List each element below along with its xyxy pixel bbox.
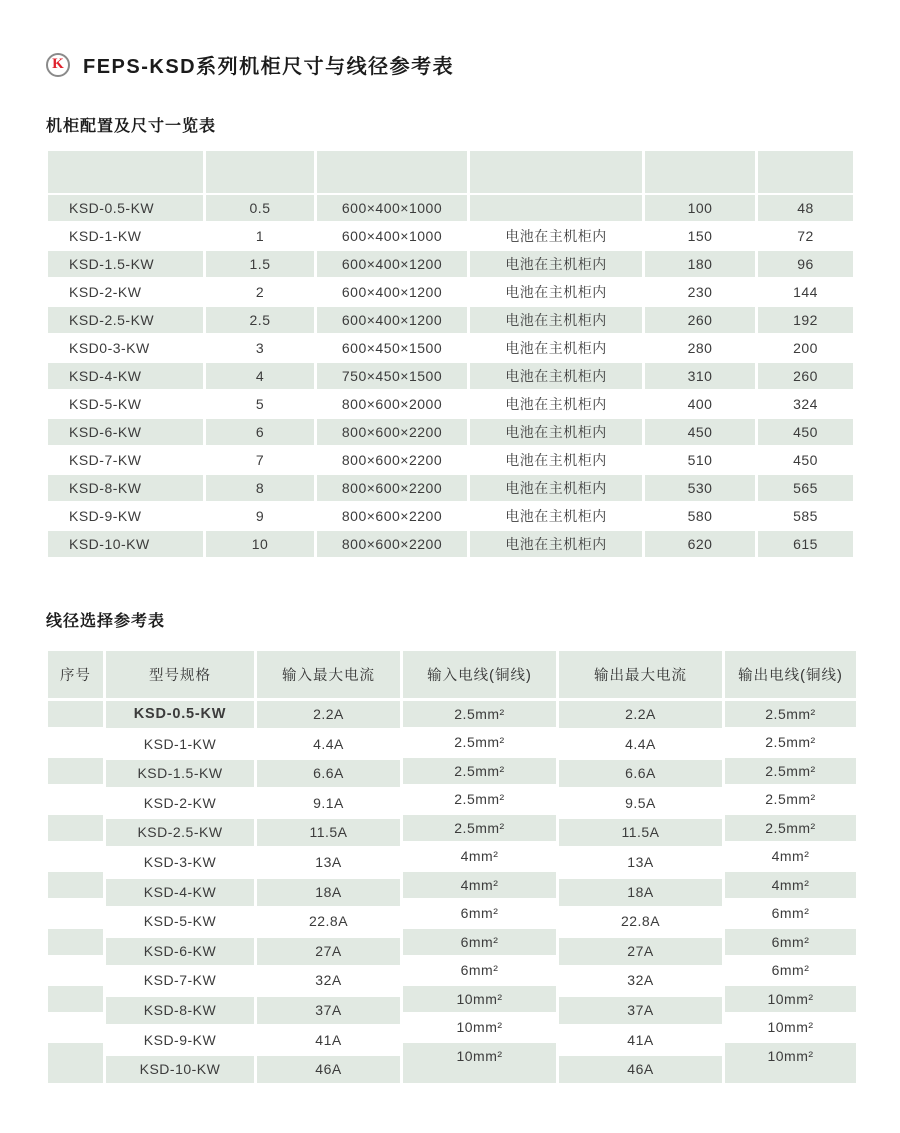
table-cell: 9.1A — [257, 790, 400, 817]
table-cell: 5 — [206, 391, 314, 417]
table-cell: KSD-8-KW — [48, 475, 203, 501]
table-row — [48, 195, 853, 221]
table-row — [48, 307, 853, 333]
section1-title: 机柜配置及尺寸一览表 — [46, 118, 217, 135]
table-cell: 电池在主机柜内 — [470, 475, 642, 501]
table-cell: 144 — [758, 279, 853, 305]
wire-table — [48, 651, 856, 1086]
table-row — [48, 503, 853, 529]
table-cell: KSD-1-KW — [48, 223, 203, 249]
table-cell: 2.5mm² — [403, 786, 556, 812]
table-cell — [48, 957, 103, 983]
wire-table-header-cell: 序号 — [48, 651, 103, 698]
section2-title: 线径选择参考表 — [46, 613, 166, 630]
table-cell: 800×600×2200 — [317, 531, 467, 557]
table-cell: 565 — [758, 475, 853, 501]
table-row — [48, 279, 853, 305]
table-cell — [48, 786, 103, 812]
table-cell: 48 — [758, 195, 853, 221]
table-row — [48, 447, 853, 473]
doc-header — [0, 0, 900, 79]
table-cell: 192 — [758, 307, 853, 333]
table-cell — [48, 701, 103, 727]
table-cell: KSD-0.5-KW — [48, 195, 203, 221]
table-cell: 4.4A — [559, 731, 722, 758]
table-cell: 150 — [645, 223, 755, 249]
table-cell: 1 — [206, 223, 314, 249]
table-cell: KSD-8-KW — [106, 997, 254, 1024]
table-cell: 620 — [645, 531, 755, 557]
table-cell: 2.5mm² — [725, 729, 856, 755]
table-cell: 电池在主机柜内 — [470, 279, 642, 305]
table-cell — [48, 1043, 103, 1084]
table-cell: 800×600×2000 — [317, 391, 467, 417]
table-cell: 2.5mm² — [725, 758, 856, 784]
table-row — [48, 475, 853, 501]
table-cell: 10mm² — [725, 1043, 856, 1084]
table-cell: 280 — [645, 335, 755, 361]
table-cell: 6mm² — [725, 957, 856, 983]
table-cell: 4mm² — [725, 843, 856, 869]
table-cell: 10mm² — [403, 986, 556, 1012]
table-cell: 2 — [206, 279, 314, 305]
table-cell: 2.5mm² — [725, 701, 856, 727]
table-cell: KSD-4-KW — [106, 879, 254, 906]
table-cell: 230 — [645, 279, 755, 305]
table-cell: 3 — [206, 335, 314, 361]
table-cell: 600×400×1200 — [317, 251, 467, 277]
table-cell: KSD-10-KW — [48, 531, 203, 557]
table-cell: 200 — [758, 335, 853, 361]
wire-table-header-cell: 输出电线(铜线) — [725, 651, 856, 698]
table-cell: 615 — [758, 531, 853, 557]
wire-table-column — [106, 651, 254, 1086]
cabinet-header-cell — [758, 151, 853, 193]
cabinet-header-cell — [206, 151, 314, 193]
table-cell: 37A — [257, 997, 400, 1024]
wire-table-header-cell: 输出最大电流 — [559, 651, 722, 698]
table-cell — [48, 929, 103, 955]
table-cell: 22.8A — [257, 908, 400, 935]
table-cell: 72 — [758, 223, 853, 249]
cabinet-header-cell — [645, 151, 755, 193]
wire-table-column — [725, 651, 856, 1086]
table-cell: 800×600×2200 — [317, 419, 467, 445]
table-cell: 310 — [645, 363, 755, 389]
cabinet-header-cell — [470, 151, 642, 193]
table-cell: 2.2A — [559, 701, 722, 728]
table-cell: KSD-7-KW — [48, 447, 203, 473]
wire-table-column — [48, 651, 103, 1086]
table-cell — [48, 815, 103, 841]
table-cell: 180 — [645, 251, 755, 277]
table-cell — [470, 195, 642, 221]
table-cell: 260 — [758, 363, 853, 389]
table-cell: 11.5A — [257, 819, 400, 846]
table-cell: 4mm² — [725, 872, 856, 898]
table-cell: 27A — [559, 938, 722, 965]
k-logo-letter: K — [52, 56, 64, 72]
table-cell: 11.5A — [559, 819, 722, 846]
table-cell: 0.5 — [206, 195, 314, 221]
table-row — [48, 419, 853, 445]
table-cell: KSD-6-KW — [48, 419, 203, 445]
cabinet-table-header-row — [48, 151, 853, 193]
table-cell: 4 — [206, 363, 314, 389]
table-cell: 600×400×1200 — [317, 279, 467, 305]
table-cell: 4mm² — [403, 872, 556, 898]
table-cell: 530 — [645, 475, 755, 501]
page-title: FEPS-KSD系列机柜尺寸与线径参考表 — [83, 56, 455, 78]
table-cell: 2.5mm² — [725, 815, 856, 841]
table-cell: 10mm² — [403, 1043, 556, 1084]
table-cell: 600×450×1500 — [317, 335, 467, 361]
wire-table-header-cell: 输入电线(铜线) — [403, 651, 556, 698]
table-cell: 800×600×2200 — [317, 447, 467, 473]
table-cell: 600×400×1200 — [317, 307, 467, 333]
cabinet-header-cell — [48, 151, 203, 193]
table-cell: KSD-5-KW — [106, 908, 254, 935]
table-cell — [48, 758, 103, 784]
table-cell: 9.5A — [559, 790, 722, 817]
table-cell: 585 — [758, 503, 853, 529]
table-cell: 2.5mm² — [403, 815, 556, 841]
table-cell: 100 — [645, 195, 755, 221]
table-cell — [48, 843, 103, 869]
wire-table-column — [403, 651, 556, 1086]
wire-table-column — [559, 651, 722, 1086]
table-cell: 800×600×2200 — [317, 475, 467, 501]
table-cell: 41A — [559, 1027, 722, 1054]
table-cell: 450 — [758, 419, 853, 445]
table-cell: KSD-4-KW — [48, 363, 203, 389]
table-cell: 46A — [257, 1056, 400, 1083]
table-row — [48, 391, 853, 417]
table-cell: 6mm² — [725, 929, 856, 955]
table-cell: 400 — [645, 391, 755, 417]
table-cell: 电池在主机柜内 — [470, 503, 642, 529]
table-cell: 6mm² — [403, 957, 556, 983]
wire-table-header-cell: 输入最大电流 — [257, 651, 400, 698]
table-cell: 22.8A — [559, 908, 722, 935]
table-cell: 6.6A — [257, 760, 400, 787]
table-cell: KSD-0.5-KW — [106, 701, 254, 728]
table-cell: 800×600×2200 — [317, 503, 467, 529]
table-cell: 1.5 — [206, 251, 314, 277]
table-cell: KSD-10-KW — [106, 1056, 254, 1083]
table-cell: 6 — [206, 419, 314, 445]
table-cell: KSD-2.5-KW — [106, 819, 254, 846]
table-cell: 96 — [758, 251, 853, 277]
table-cell: 电池在主机柜内 — [470, 447, 642, 473]
cabinet-table-head — [48, 151, 853, 193]
table-row — [48, 251, 853, 277]
wire-table-column — [257, 651, 400, 1086]
table-cell: 电池在主机柜内 — [470, 363, 642, 389]
table-cell: 324 — [758, 391, 853, 417]
k-logo-icon — [46, 53, 70, 77]
table-cell: 2.5mm² — [725, 786, 856, 812]
table-cell: 电池在主机柜内 — [470, 307, 642, 333]
table-cell: 10mm² — [725, 1014, 856, 1040]
table-row — [48, 335, 853, 361]
table-cell: 2.2A — [257, 701, 400, 728]
table-cell — [48, 872, 103, 898]
table-cell: KSD-3-KW — [106, 849, 254, 876]
table-cell — [48, 1014, 103, 1040]
table-cell: KSD-9-KW — [106, 1027, 254, 1054]
table-cell: 电池在主机柜内 — [470, 391, 642, 417]
table-row — [48, 531, 853, 557]
table-cell: 6.6A — [559, 760, 722, 787]
table-cell: KSD-2.5-KW — [48, 307, 203, 333]
table-cell: 6mm² — [403, 900, 556, 926]
table-cell: 10mm² — [403, 1014, 556, 1040]
table-cell: 10mm² — [725, 986, 856, 1012]
table-cell: KSD-2-KW — [48, 279, 203, 305]
table-cell: 电池在主机柜内 — [470, 223, 642, 249]
table-cell: 750×450×1500 — [317, 363, 467, 389]
table-cell — [48, 986, 103, 1012]
table-cell: KSD-6-KW — [106, 938, 254, 965]
table-cell: KSD-7-KW — [106, 967, 254, 994]
table-cell: 27A — [257, 938, 400, 965]
wire-table-header-cell: 型号规格 — [106, 651, 254, 698]
table-cell: 450 — [645, 419, 755, 445]
table-cell: 电池在主机柜内 — [470, 335, 642, 361]
table-cell: 2.5mm² — [403, 701, 556, 727]
table-cell: 580 — [645, 503, 755, 529]
table-cell: 13A — [257, 849, 400, 876]
table-cell: KSD-1-KW — [106, 731, 254, 758]
table-cell: 10 — [206, 531, 314, 557]
table-cell: 260 — [645, 307, 755, 333]
table-cell: KSD-1.5-KW — [106, 760, 254, 787]
table-cell: KSD0-3-KW — [48, 335, 203, 361]
table-cell: 450 — [758, 447, 853, 473]
table-cell: 600×400×1000 — [317, 223, 467, 249]
table-cell — [48, 729, 103, 755]
table-cell: 600×400×1000 — [317, 195, 467, 221]
table-cell: KSD-9-KW — [48, 503, 203, 529]
table-cell: 18A — [559, 879, 722, 906]
table-cell: 2.5mm² — [403, 729, 556, 755]
table-cell: KSD-1.5-KW — [48, 251, 203, 277]
table-cell: 37A — [559, 997, 722, 1024]
table-cell: 510 — [645, 447, 755, 473]
table-cell: 13A — [559, 849, 722, 876]
table-cell: 电池在主机柜内 — [470, 531, 642, 557]
table-cell: 46A — [559, 1056, 722, 1083]
table-cell: 32A — [257, 967, 400, 994]
table-cell: 2.5 — [206, 307, 314, 333]
cabinet-table-body — [48, 195, 853, 557]
table-row — [48, 223, 853, 249]
table-row — [48, 363, 853, 389]
table-cell: 4.4A — [257, 731, 400, 758]
table-cell: 32A — [559, 967, 722, 994]
cabinet-header-cell — [317, 151, 467, 193]
table-cell: 18A — [257, 879, 400, 906]
table-cell: 9 — [206, 503, 314, 529]
table-cell: 8 — [206, 475, 314, 501]
table-cell: 2.5mm² — [403, 758, 556, 784]
table-cell: 6mm² — [725, 900, 856, 926]
table-cell: 6mm² — [403, 929, 556, 955]
table-cell — [48, 900, 103, 926]
table-cell: 4mm² — [403, 843, 556, 869]
table-cell: 电池在主机柜内 — [470, 419, 642, 445]
table-cell: KSD-2-KW — [106, 790, 254, 817]
table-cell: 41A — [257, 1027, 400, 1054]
cabinet-table — [45, 149, 856, 559]
table-cell: 电池在主机柜内 — [470, 251, 642, 277]
table-cell: 7 — [206, 447, 314, 473]
table-cell: KSD-5-KW — [48, 391, 203, 417]
